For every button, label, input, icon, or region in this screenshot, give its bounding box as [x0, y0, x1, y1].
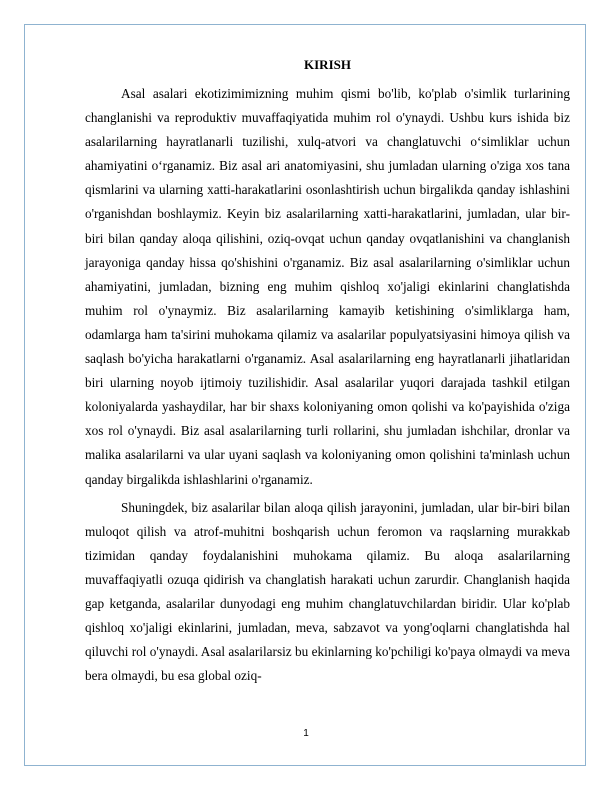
document-body	[85, 56, 570, 692]
page-number: 1	[303, 728, 309, 739]
paragraph-1: Asal asalari ekotizimimizning muhim qismi bo'lib, ko'plab o'simlik turlarining changlanishi va reproduktiv muvaffaqiyatida muhim rol o'ynaydi. Ushbu kurs ishida biz asalarilarning hayratlanarli tuzilishi, xulq-atvori va changlatuvchi o‘simliklar uchun ahamiyatini o‘rganamiz. Biz asal ari anatomiyasini, shu jumladan ularning o'ziga xos tana qismlarini va ularning xatti-harakatlarini osonlashtirish uchun birgalikda qanday ishlashini o'rganishdan boshlaymiz. Keyin biz asalarilarning xatti-harakatlarini, jumladan, ular bir-biri bilan qanday aloqa qilishini, oziq-ovqat uchun qanday ovqatlanishini va changlanish jarayoniga qanday hissa qo'shishini o'rganamiz. Biz asal asalarilarning o'simliklar uchun ahamiyatini, jumladan, bizning eng muhim qishloq xo'jaligi ekinlarini changlatishda muhim rol o'ynaymiz. Biz asalarilarning kamayib ketishining o'simliklarga ham, odamlarga ham ta'sirini muhokama qilamiz va asalarilar populyatsiyasini himoya qilish va saqlash bo'yicha harakatlarni o'rganamiz. Asal asalarilarning eng hayratlanarli jihatlaridan biri ularning noyob ijtimoiy tuzilishidir. Asal asalarilar yuqori darajada tashkil etilgan koloniyalarda yashaydilar, har bir shaxs koloniyaning omon qolishi va ko'payishida o'ziga xos rol o'ynaydi. Biz asal asalarilarning turli rollarini, shu jumladan ishchilar, dronlar va malika asalarilarni va ular uyani saqlash va koloniyaning omon qolishini ta'minlash uchun qanday birgalikda ishlashlarini o'rganamiz.	[85, 86, 570, 487]
paragraph-2: Shuningdek, biz asalarilar bilan aloqa qilish jarayonini, jumladan, ular bir-biri bilan muloqot qilish va atrof-muhitni boshqarish uchun feromon va raqslarning murakkab tizimidan qanday foydalanishini muhokama qilamiz. Bu aloqa asalarilarning muvaffaqiyatli ozuqa qidirish va changlatish harakati uchun zarurdir. Changlanish haqida gap ketganda, asalarilar dunyodagi eng muhim changlatuvchilardan biridir. Ular ko'plab qishloq xo'jaligi ekinlarini, jumladan, meva, sabzavot va yong'oqlarni changlatishda hal qiluvchi rol o'ynaydi. Asal asalarilarsiz bu ekinlarning ko'pchiligi ko'paya olmaydi va meva bera olmaydi, bu esa global oziq-	[85, 499, 570, 684]
page-title: KIRISH	[304, 57, 351, 72]
